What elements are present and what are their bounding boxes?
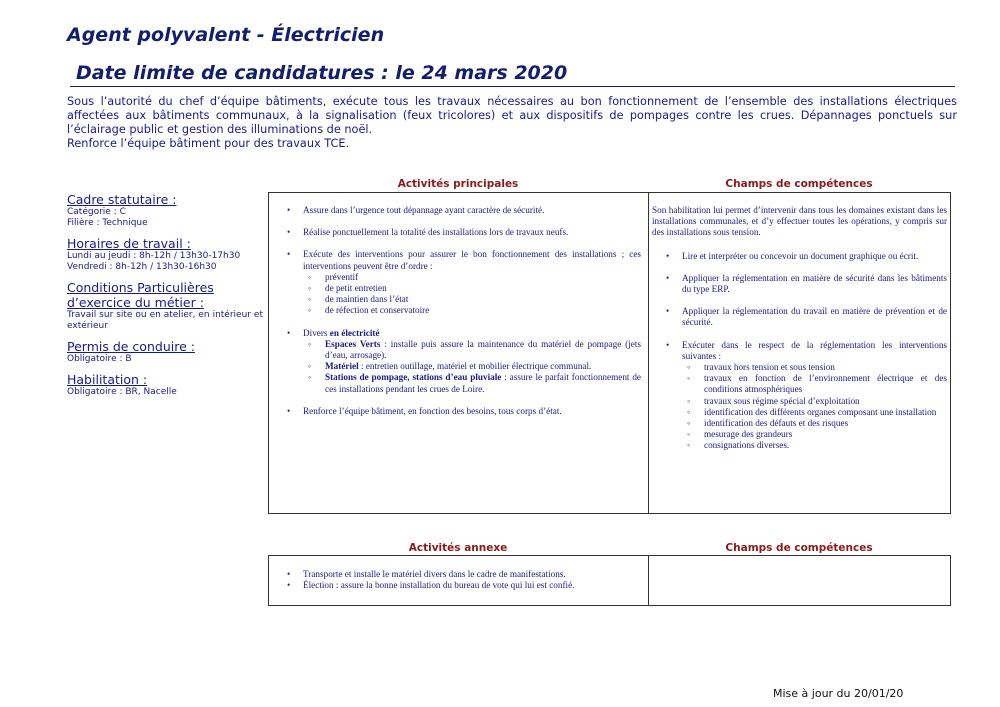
heading-rule (70, 86, 955, 87)
divers-item (303, 339, 641, 361)
divers-list (303, 339, 641, 395)
permis-value: Obligatoire : B (67, 354, 132, 364)
competences-list (652, 251, 947, 452)
activity-item: • Assure dans l’urgence tout dépannage ayant caractère de sécurité. (273, 205, 641, 216)
divers-item-text: : installe puis assure la maintenance du matériel de pompage (jets d’eau, arrosage). (325, 338, 641, 361)
competence-item: • Appliquer la réglementation du travail en matière de prévention et de sécurité. (652, 306, 947, 328)
activity-interventions-text: Exécute des interventions pour assurer le bon fonctionnement des installations ; ces interventions peuvent être d’ordre : (303, 249, 641, 271)
activities-column-title: Activités principales (397, 178, 519, 190)
divers-item-text: : assure le parfait fonctionnement de ces installations pendant les crues de Loire. (325, 372, 641, 394)
competence-intervention: ◦ identification des défauts et des risques (682, 418, 947, 429)
activities-cell (273, 205, 641, 428)
competence-item: • Appliquer la réglementation en matière de sécurité dans les bâtiments du type ERP. (652, 273, 947, 295)
divers-item-bold: Matériel (325, 361, 359, 372)
competence-intervention: ◦ travaux sous régime spécial d’exploitation (682, 396, 947, 407)
horaires-heading: Horaires de travail : (67, 236, 191, 251)
activity-item: • Renforce l’équipe bâtiment, en fonction des besoins, tous corps d’état. (273, 406, 641, 417)
conditions-section (67, 280, 263, 332)
habilitation-section (67, 372, 263, 398)
activity-item (273, 328, 641, 395)
conditions-heading-line2: d’exercice du métier : (67, 295, 204, 310)
divers-prefix: Divers (303, 327, 330, 338)
divers-item-bold: Stations de pompage, stations d’eau pluviale (325, 372, 502, 383)
horaires-friday: Vendredi : 8h-12h / 13h30-16h30 (67, 262, 217, 272)
cadre-section (67, 192, 263, 229)
divers-item (303, 372, 641, 394)
competences-column-title: Champs de compétences (725, 178, 873, 190)
cadre-filiere: Filière : Technique (67, 218, 148, 228)
competences-cell (652, 205, 947, 463)
intervention-types-list (303, 272, 641, 317)
competence-intervention: ◦ travaux en fonction de l’environnement électrique et des conditions atmosphériques (682, 373, 947, 395)
divers-bold: en électricité (329, 327, 380, 338)
activity-item: • Réalise ponctuellement la totalité des installations lors de travaux neufs. (273, 227, 641, 238)
conditions-text: Travail sur site ou en atelier, en intérieur et extérieur (67, 310, 263, 331)
intervention-type: ◦ de réfection et conservatoire (303, 305, 641, 316)
page-title: Agent polyvalent - Électricien (67, 24, 385, 46)
activity-item (273, 249, 641, 316)
update-date: Mise à jour du 20/01/20 (773, 687, 904, 700)
activities-list (273, 205, 641, 417)
competence-intervention: ◦ travaux hors tension et sous tension (682, 362, 947, 373)
annex-competences-column-title: Champs de compétences (725, 542, 873, 554)
deadline-heading: Date limite de candidatures : le 24 mars 2020 (76, 62, 568, 84)
job-details-sidebar (67, 192, 263, 405)
intervention-type: ◦ de maintien dans l’état (303, 294, 641, 305)
competence-interventions-text: Exécuter dans le respect de la réglementation les interventions suivantes : (682, 339, 947, 361)
competence-intervention: ◦ identification des différents organes composant une installation (682, 407, 947, 418)
competence-intervention: ◦ mesurage des grandeurs (682, 429, 947, 440)
main-activities-table (268, 192, 951, 514)
annex-activities-cell (273, 569, 641, 591)
annex-activities-list (273, 569, 641, 591)
cadre-heading: Cadre statutaire : (67, 192, 177, 207)
competence-interventions-list (682, 362, 947, 452)
competence-item: • Lire et interpréter ou concevoir un document graphique ou écrit. (652, 251, 947, 262)
competence-intervention: ◦ consignations diverses. (682, 440, 947, 451)
intervention-type: ◦ de petit entretien (303, 283, 641, 294)
intro-paragraph-2: Renforce l’équipe bâtiment pour des travaux TCE. (67, 137, 350, 150)
competence-item (652, 340, 947, 452)
habilitation-heading: Habilitation : (67, 372, 148, 387)
annex-activity-item: • Élection : assure la bonne installation du bureau de vote qui lui est confié. (273, 580, 641, 591)
competences-intro: Son habilitation lui permet d’intervenir dans tous les domaines existant dans les installations communales, et d’y effectuer toutes les opérations, y compris sur des installations sous tension. (652, 205, 947, 238)
intervention-type: ◦ préventif (303, 272, 641, 283)
intro-paragraph-1: Sous l’autorité du chef d’équipe bâtiments, exécute tous les travaux nécessaires au bon fonctionnement de l’ensemble des installations électriques affectées aux bâtiments communaux, à la signalisation (feux tricolores) et aux dispositifs de pompages contre les crues. Dépannages ponctuels sur l’éclairage public et gestion des illuminations de noël. (67, 95, 957, 136)
divers-item-bold: Espaces Verts (325, 338, 381, 349)
divers-item-text: : entretien outillage, matériel et mobilier électrique communal. (358, 361, 592, 372)
horaires-weekdays: Lundi au jeudi : 8h-12h / 13h30-17h30 (67, 251, 241, 261)
permis-section (67, 339, 263, 365)
column-divider (648, 556, 649, 605)
habilitation-value: Obligatoire : BR, Nacelle (67, 387, 177, 397)
annex-activities-column-title: Activités annexe (408, 542, 508, 554)
permis-heading: Permis de conduire : (67, 339, 195, 354)
horaires-section (67, 236, 263, 273)
divers-item (303, 361, 641, 372)
annex-activities-table (268, 555, 951, 606)
cadre-category: Catégorie : C (67, 207, 126, 217)
column-divider (648, 193, 649, 513)
conditions-heading-line1: Conditions Particulières (67, 280, 214, 295)
intro-text (67, 95, 957, 151)
annex-activity-item: • Transporte et installe le matériel divers dans le cadre de manifestations. (273, 569, 641, 580)
